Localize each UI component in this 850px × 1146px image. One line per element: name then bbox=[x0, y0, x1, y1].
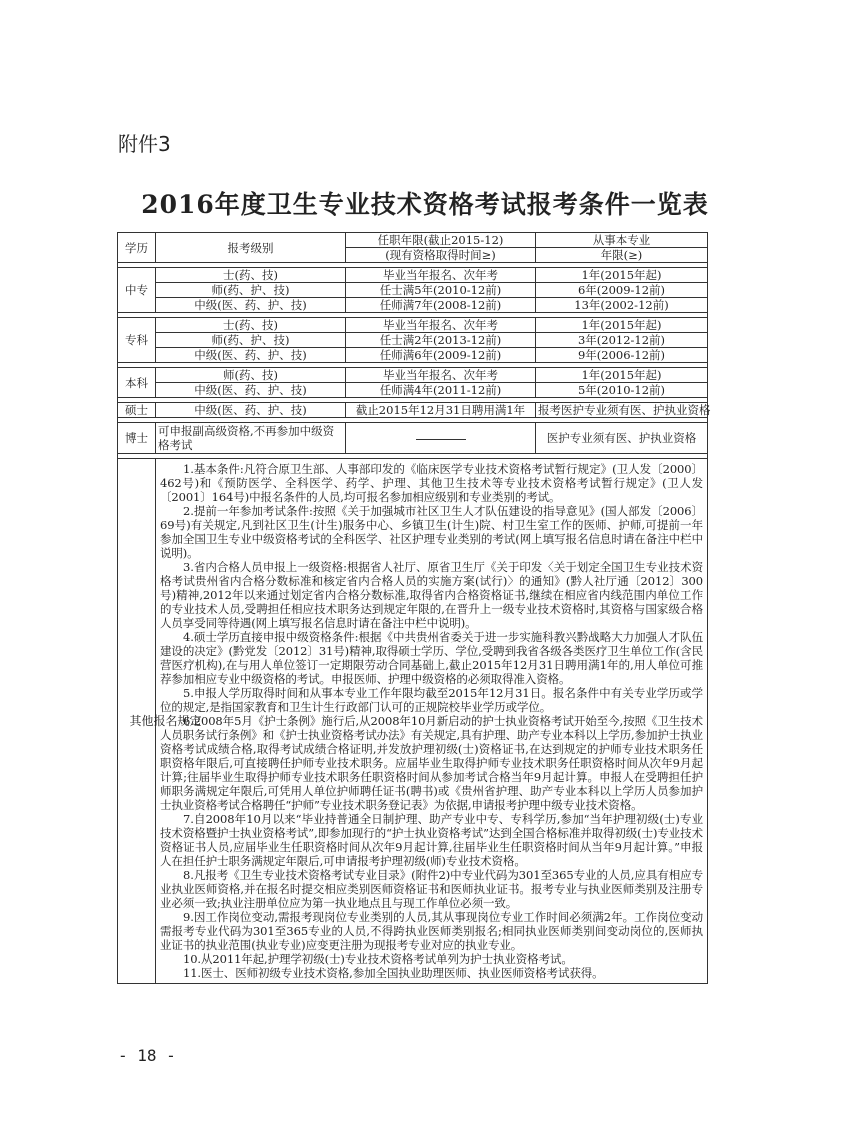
header-level: 报考级别 bbox=[156, 233, 346, 263]
page-title: 2016年度卫生专业技术资格考试报考条件一览表 bbox=[141, 190, 709, 219]
rule-item: 1.基本条件:凡符合原卫生部、人事部印发的《临床医学专业技术资格考试暂行规定》(卫人发〔2000〕462号)和《预防医学、全科医学、药学、护理、其他卫生技术等专业技术资格考试暂行规定》(卫人发〔2001〕164号)中报名条件的人员,均可报名参加相应级别和专业类别的考试。 bbox=[160, 462, 703, 504]
rule-item: 8.凡报考《卫生专业技术资格考试专业目录》(附件2)中专业代码为301至365专业的人员,应具有相应专业执业医师资格,并在报名时提交相应类别医师资格证书和医师执业证书。报考专业与执业医师类别及注册专业必须一致;执业注册单位应为第一执业地点且与现工作单位必须一致。 bbox=[160, 868, 703, 910]
practice-cell: 9年(2006-12前) bbox=[536, 348, 708, 363]
other-rules-content bbox=[156, 459, 708, 984]
level-cell: 中级(医、药、护、技) bbox=[156, 383, 346, 398]
header-practice-line1: 从事本专业 bbox=[536, 233, 708, 248]
header-education: 学历 bbox=[118, 233, 156, 263]
practice-cell: 6年(2009-12前) bbox=[536, 283, 708, 298]
tenure-cell: 任士满2年(2013-12前) bbox=[346, 333, 536, 348]
practice-cell: 医护专业须有医、护执业资格 bbox=[536, 423, 708, 454]
dash-line bbox=[416, 439, 466, 440]
practice-cell: 13年(2002-12前) bbox=[536, 298, 708, 313]
rule-item: 9.因工作岗位变动,需报考现岗位专业类别的人员,其从事现岗位专业工作时间必须满2年。工作岗位变动需报考专业代码为301至365专业的人员,不得跨执业医师类别报名;相同执业医师类别间变动岗位的,医师执业证书的执业范围(执业专业)应变更注册为现报考专业对应的执业专业。 bbox=[160, 910, 703, 952]
table-row bbox=[118, 283, 708, 298]
tenure-cell: 毕业当年报名、次年考 bbox=[346, 318, 536, 333]
education-boshi: 博士 bbox=[118, 423, 156, 454]
level-cell: 师(药、护、技) bbox=[156, 333, 346, 348]
table-row bbox=[118, 403, 708, 418]
rule-item: 5.申报人学历取得时间和从事本专业工作年限均截至2015年12月31日。报名条件中有关专业学历或学位的规定,是指国家教育和卫生计生行政部门认可的正规院校毕业学历或学位。 bbox=[160, 686, 703, 714]
level-cell: 可申报副高级资格,不再参加中级资格考试 bbox=[156, 423, 346, 454]
practice-cell: 报考医护专业须有医、护执业资格 bbox=[536, 403, 708, 418]
practice-cell: 1年(2015年起) bbox=[536, 318, 708, 333]
table-row bbox=[118, 423, 708, 454]
table-row bbox=[118, 333, 708, 348]
level-cell: 中级(医、药、护、技) bbox=[156, 403, 346, 418]
table-row bbox=[118, 268, 708, 283]
education-zhongzhuan: 中专 bbox=[118, 268, 156, 313]
practice-cell: 3年(2012-12前) bbox=[536, 333, 708, 348]
rule-item: 7.自2008年10月以来“毕业持普通全日制护理、助产专业中专、专科学历,参加“当年护理初级(士)专业技术资格暨护士执业资格考试”,即参加现行的“护士执业资格考试”达到全国合格标准并取得初级(士)专业技术资格证书人员,应届毕业生任职资格时间从次年9月起计算,往届毕业生任职资格时间从当年9月起计算。”申报人在担任护士职务满规定年限后,可申请报考护理初级(师)专业技术资格。 bbox=[160, 812, 703, 868]
practice-cell: 5年(2010-12前) bbox=[536, 383, 708, 398]
practice-cell: 1年(2015年起) bbox=[536, 368, 708, 383]
header-tenure-line1: 任职年限(截止2015-12) bbox=[346, 233, 536, 248]
tenure-cell: 任师满4年(2011-12前) bbox=[346, 383, 536, 398]
education-shuoshi: 硕士 bbox=[118, 403, 156, 418]
education-benke: 本科 bbox=[118, 368, 156, 398]
level-cell: 师(药、技) bbox=[156, 368, 346, 383]
other-rules-label: 其他报名规定 bbox=[118, 459, 156, 984]
tenure-cell-empty bbox=[346, 423, 536, 454]
page-number: - 18 - bbox=[118, 1046, 176, 1065]
tenure-cell: 任师满7年(2008-12前) bbox=[346, 298, 536, 313]
table-row bbox=[118, 383, 708, 398]
education-zhuanke: 专科 bbox=[118, 318, 156, 363]
other-rules-row bbox=[118, 459, 708, 984]
rule-item: 6.2008年5月《护士条例》施行后,从2008年10月新启动的护士执业资格考试开始至今,按照《卫生技术人员职务试行条例》和《护士执业资格考试办法》有关规定,具有护理、助产专业本科以上学历,参加护士执业资格考试成绩合格,取得考试成绩合格证明,并发放护理初级(士)资格证书,在达到规定的护师专业技术职务任职资格年限后,可直接聘任护师专业技术职务。应届毕业生取得护师专业技术职务任职资格时间从次年9月起计算;往届毕业生取得护师专业技术职务任职资格时间从参加考试合格当年9月起计算。申报人在受聘担任护师职务满规定年限后,可凭用人单位护师聘任证书(聘书)或《贵州省护理、助产专业本科以上学历人员参加护士执业资格考试合格聘任“护师”专业技术职务登记表》为依据,申请报考护理中级专业技术资格。 bbox=[160, 714, 703, 812]
rule-item: 3.省内合格人员申报上一级资格:根据省人社厅、原省卫生厅《关于印发〈关于划定全国卫生专业技术资格考试贵州省内合格分数标准和核定省内合格人员的实施方案(试行)〉的通知》(黔人社厅通〔2012〕300号)精神,2012年以来通过划定省内合格分数标准,取得省内合格资格证书,继续在相应省内线范围内单位工作的专业技术人员,受聘担任相应技术职务达到规定年限的,在晋升上一级专业技术资格时,其资格与国家级合格人员享受同等待遇(网上填写报名信息时请在备注中栏中说明)。 bbox=[160, 560, 703, 630]
header-tenure-line2: (现有资格取得时间≥) bbox=[346, 248, 536, 263]
tenure-cell: 毕业当年报名、次年考 bbox=[346, 268, 536, 283]
tenure-cell: 截止2015年12月31日聘用满1年 bbox=[346, 403, 536, 418]
conditions-table bbox=[117, 232, 711, 984]
tenure-cell: 毕业当年报名、次年考 bbox=[346, 368, 536, 383]
rule-item: 10.从2011年起,护理学初级(士)专业技术资格考试单列为护士执业资格考试。 bbox=[183, 952, 573, 966]
level-cell: 中级(医、药、护、技) bbox=[156, 348, 346, 363]
tenure-cell: 任师满6年(2009-12前) bbox=[346, 348, 536, 363]
table-row bbox=[118, 348, 708, 363]
tenure-cell: 任士满5年(2010-12前) bbox=[346, 283, 536, 298]
table-row bbox=[118, 368, 708, 383]
table-row bbox=[118, 318, 708, 333]
header-practice-line2: 年限(≥) bbox=[536, 248, 708, 263]
attachment-label: 附件3 bbox=[118, 132, 171, 156]
level-cell: 士(药、技) bbox=[156, 318, 346, 333]
level-cell: 中级(医、药、护、技) bbox=[156, 298, 346, 313]
rule-item: 4.硕士学历直接申报中级资格条件:根据《中共贵州省委关于进一步实施科教兴黔战略大力加强人才队伍建设的决定》(黔党发〔2012〕31号)精神,取得硕士学历、学位,受聘到我省各级各类医疗卫生单位工作(含民营医疗机构),在与用人单位签订一定期限劳动合同基础上,截止2015年12月31日聘用满1年的,用人单位可推荐参加相应专业中级资格的考试。申报医师、护理中级资格的必须取得准入资格。 bbox=[160, 630, 703, 686]
level-cell: 士(药、技) bbox=[156, 268, 346, 283]
rule-item: 2.提前一年参加考试条件:按照《关于加强城市社区卫生人才队伍建设的指导意见》(国人部发〔2006〕69号)有关规定,凡到社区卫生(计生)服务中心、乡镇卫生(计生)院、村卫生室工作的医师、护师,可提前一年参加全国卫生专业中级资格考试的全科医学、社区护理专业类别的考试(网上填写报名信息时请在备注中栏中说明)。 bbox=[160, 504, 703, 560]
table-row bbox=[118, 298, 708, 313]
practice-cell: 1年(2015年起) bbox=[536, 268, 708, 283]
level-cell: 师(药、护、技) bbox=[156, 283, 346, 298]
rule-item: 11.医士、医师初级专业技术资格,参加全国执业助理医师、执业医师资格考试获得。 bbox=[183, 966, 604, 980]
table-header-row bbox=[118, 233, 708, 248]
